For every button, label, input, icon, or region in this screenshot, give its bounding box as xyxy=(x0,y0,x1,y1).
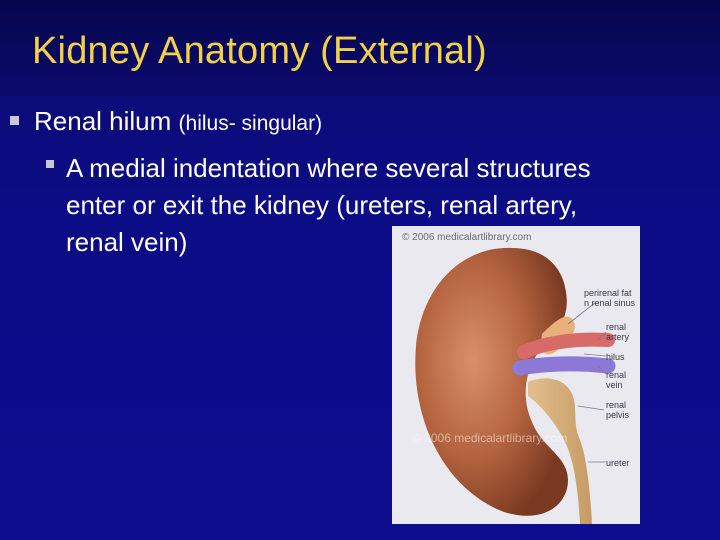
renal-artery xyxy=(524,340,608,352)
copyright-watermark: © 2006 medicalartlibrary.com xyxy=(412,431,568,445)
kidney-illustration xyxy=(392,226,640,524)
label-renal-artery-1: renal xyxy=(606,322,627,332)
renal-vein xyxy=(520,364,608,368)
label-ureter: ureter xyxy=(606,458,630,468)
bullet-2-line-1: A medial indentation where several structures xyxy=(66,153,591,183)
label-renal-artery-2: artery xyxy=(606,332,630,342)
sub-bullet-marker xyxy=(46,160,54,168)
label-hilus: hilus xyxy=(606,352,625,362)
label-perirenal-fat: perirenal fat xyxy=(584,288,632,298)
copyright-top: © 2006 medicalartlibrary.com xyxy=(402,232,532,243)
bullet-1 xyxy=(34,106,322,137)
label-renal-sinus: n renal sinus xyxy=(584,298,636,308)
label-renal-pelvis-2: pelvis xyxy=(606,410,630,420)
bullet-1-main: Renal hilum xyxy=(34,106,172,136)
bullet-1-aside: (hilus- singular) xyxy=(178,112,323,135)
label-renal-vein-2: vein xyxy=(606,380,623,390)
bullet-2-line-2: enter or exit the kidney (ureters, renal artery, xyxy=(66,190,578,220)
label-renal-vein-1: renal xyxy=(606,370,627,380)
slide-title: Kidney Anatomy (External) xyxy=(32,30,487,72)
kidney-diagram xyxy=(392,226,640,524)
label-renal-pelvis-1: renal xyxy=(606,400,627,410)
bullet-2-line-3: renal vein) xyxy=(66,227,188,257)
bullet-marker xyxy=(10,116,19,125)
